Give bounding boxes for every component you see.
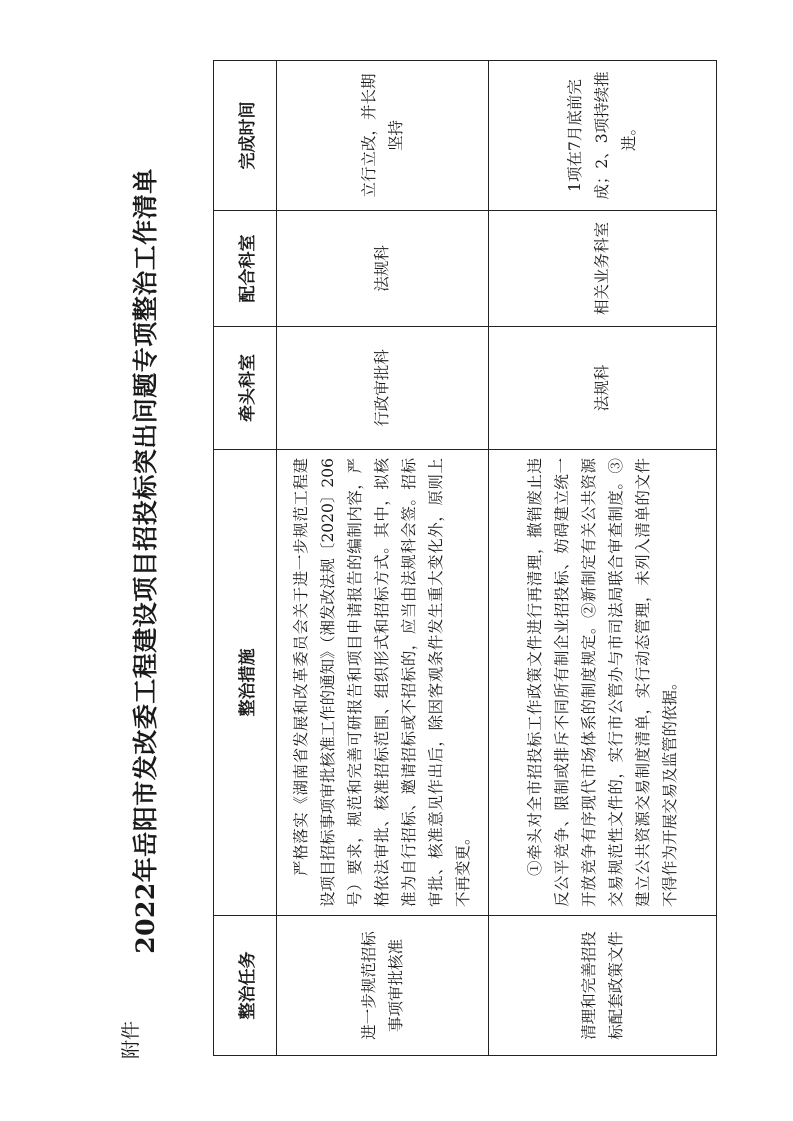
table-row	[277, 61, 489, 1056]
header-deadline: 完成时间	[214, 61, 277, 211]
table-header-row	[214, 61, 277, 1056]
assist-dept-cell: 相关业务科室	[489, 211, 717, 327]
lead-dept-cell: 法规科	[489, 327, 717, 450]
attachment-label: 附件	[120, 1020, 142, 1059]
page-title: 2022年岳阳市发改委工程建设项目招投标突出问题专项整治工作清单	[131, 168, 160, 954]
deadline-cell: 1项在7月底前完成；2、3项持续推进。	[489, 61, 717, 211]
lead-dept-cell: 行政审批科	[277, 327, 489, 450]
measures-cell: 严格落实《湖南省发展和改革委员会关于进一步规范工程建设项目招标事项审批核准工作的通知》（湘发改法规〔2020〕206号）要求，规范和完善可研报告和项目申请报告的编制内容，严格依法审批、核准招标范围、组织形式和招标方式。其中，拟核准为自行招标、邀请招标或不招标的，应当由法规科会签。招标审批、核准意见作出后，除因客观条件发生重大变化外，原则上不再变更。	[277, 450, 489, 916]
table-row	[489, 61, 717, 1056]
measures-cell: ①牵头对全市招投标工作政策文件进行再清理，撤销废止违反公平竞争、限制或排斥不同所有制企业招投标、妨碍建立统一开放竞争有序现代市场体系的制度规定。②新制定有关公共资源交易规范性文件的，实行市公管办与市司法局联合审查制度。③建立公共资源交易制度清单，实行动态管理，未列入清单的文件不得作为开展交易及监管的依据。	[489, 450, 717, 916]
header-assist-dept: 配合科室	[214, 211, 277, 327]
work-list-table	[213, 60, 717, 1056]
assist-dept-cell: 法规科	[277, 211, 489, 327]
task-cell: 清理和完善招投标配套政策文件	[489, 916, 717, 1056]
header-task: 整治任务	[214, 916, 277, 1056]
deadline-cell: 立行立改，并长期坚持	[277, 61, 489, 211]
header-lead-dept: 牵头科室	[214, 327, 277, 450]
header-measures: 整治措施	[214, 450, 277, 916]
task-cell: 进一步规范招标事项审批核准	[277, 916, 489, 1056]
